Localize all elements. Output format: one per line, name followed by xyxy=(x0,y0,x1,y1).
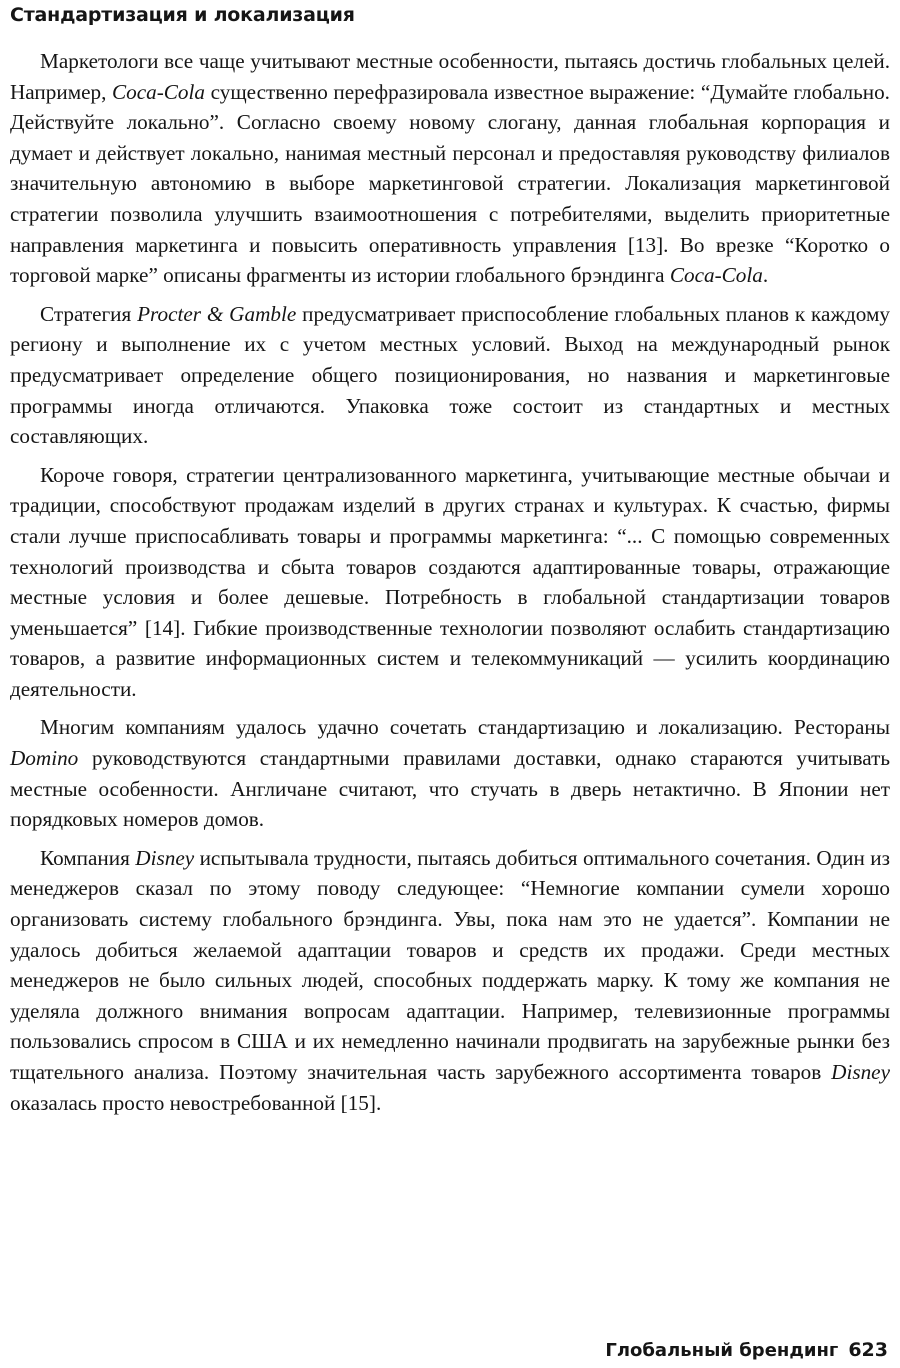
page-number: 623 xyxy=(848,1339,888,1361)
text-run: предусматривает приспособление глобальных планов к каждому региону и выполнение их с учетом местных условий. Выход на международный рынок предусматривает определение общего позиционирования, но названия и маркетинговые программы иногда отличаются. Упаковка тоже состоит из стандартных и местных составляющих. xyxy=(10,301,890,449)
italic-run: Procter & Gamble xyxy=(137,301,297,326)
text-run: Компания xyxy=(40,845,136,870)
italic-run: Disney xyxy=(135,845,195,870)
text-run: существенно перефразировала известное выражение: “Думайте глобально. Действуйте локально”. Согласно своему новому слогану, данная глобальная корпорация и думает и действует локально, нанимая местный персонал и предоставляя руководству филиалов значительную автономию в выборе маркетинговой стратегии. Локализация маркетинговой стратегии позволила улучшить взаимоотношения с потребителями, выделить приоритетные направления маркетинга и повысить оперативность управления [13]. Во врезке “Коротко о торговой марке” описаны фрагменты из истории глобального брэндинга xyxy=(10,79,890,288)
italic-run: Domino xyxy=(10,746,79,771)
text-run: Многим компаниям удалось удачно сочетать стандартизацию и локализацию. Рестораны xyxy=(40,715,890,740)
italic-run: Coca-Cola xyxy=(112,79,206,104)
italic-run: Coca-Cola xyxy=(669,263,763,288)
paragraph xyxy=(10,712,890,834)
text-run: Стратегия xyxy=(40,301,138,326)
page-footer xyxy=(605,1339,888,1361)
body-text xyxy=(10,46,890,1126)
italic-run: Disney xyxy=(831,1060,890,1084)
paragraph xyxy=(10,843,890,1118)
text-run: Короче говоря, стратегии централизованного маркетинга, учитывающие местные обычаи и традиции, способствуют продажам изделий в других странах и культурах. К счастью, фирмы стали лучше приспосабливать товары и программы маркетинга: “... С помощью современных технологий производства и сбыта товаров создаются адаптированные товары, отражающие местные условия и более дешевые. Потребность в глобальной стандартизации товаров уменьшается” [14]. Гибкие производственные технологии позволяют ослабить стандартизацию товаров, а развитие информационных систем и телекоммуникаций — усилить координацию деятельности. xyxy=(10,462,890,701)
text-run: испытывала трудности, пытаясь добиться оптимального сочетания. Один из менеджеров сказал по этому поводу следующее: “Немногие компании сумели хорошо организовать систему глобального брэндинга. Увы, пока нам это не удается”. Компании не удалось добиться желаемой адаптации товаров и средств их продажи. Среди местных менеджеров не было сильных людей, способных поддержать марку. К тому же компания не уделяла должного внимания вопросам адаптации. Например, телевизионные программы пользовались спросом в США и их немедленно начинали продвигать на зарубежные рынки без тщательного анализа. Поэтому значительная часть зарубежного ассортимента товаров xyxy=(10,845,891,1084)
text-run: . xyxy=(762,263,769,288)
paragraph xyxy=(10,460,890,705)
section-title: Стандартизация и локализация xyxy=(10,4,355,26)
text-run: руководствуются стандартными правилами доставки, однако стараются учитывать местные особенности. Англичане считают, что стучать в дверь нетактично. В Японии нет порядковых номеров домов. xyxy=(10,746,890,832)
text-run: оказалась просто невостребованной [15]. xyxy=(10,1090,382,1115)
paragraph xyxy=(10,299,890,452)
paragraph xyxy=(10,46,890,291)
text-run: Маркетологи все чаще учитывают местные особенности, пытаясь достичь глобальных целей. Например, xyxy=(10,49,890,104)
running-title: Глобальный брендинг xyxy=(605,1340,839,1361)
